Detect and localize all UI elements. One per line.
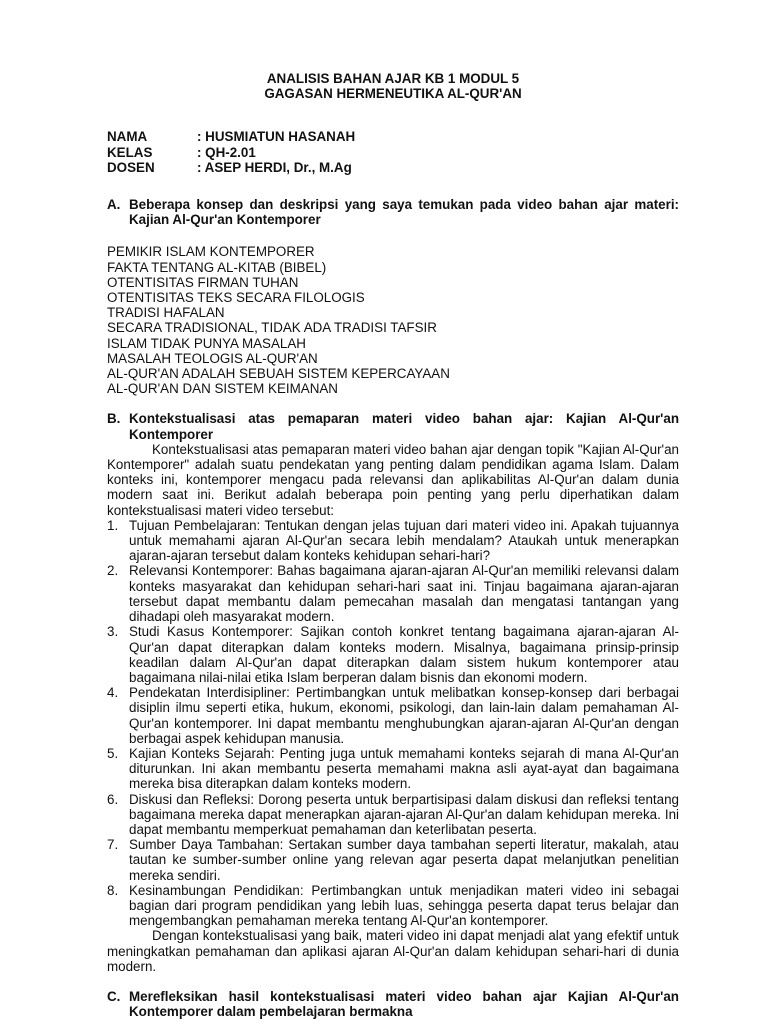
concept-item: ISLAM TIDAK PUNYA MASALAH: [107, 335, 306, 351]
concept-item: OTENTISITAS FIRMAN TUHAN: [107, 274, 299, 290]
point-text: Studi Kasus Kontemporer: Sajikan contoh konkret tentang bagaimana ajaran-ajaran Al-Qur'an dapat diterapkan dalam konteks modern. Misalnya, bagaimana prinsip-prinsip keadilan dalam Al-Qur'an dapat diterapkan dalam sistem hukum kontemporer atau bagaimana nilai-nilai etika Islam berperan dalam bisnis dan ekonomi modern.: [129, 624, 679, 685]
concept-item: PEMIKIR ISLAM KONTEMPORER: [107, 244, 315, 260]
document-title: [107, 71, 679, 101]
identity-label: NAMA: [107, 129, 148, 145]
point-text: Sumber Daya Tambahan: Sertakan sumber daya tambahan seperti literatur, makalah, atau tautan ke sumber-sumber online yang relevan agar peserta dapat melanjutkan penelitian mereka sendiri.: [129, 837, 679, 883]
point-text: Pendekatan Interdisipliner: Pertimbangkan untuk melibatkan konsep-konsep dari berbagai disiplin ilmu seperti etika, hukum, ekonomi, psikologi, dan lain-lain dalam pemahaman Al-Qur'an kontemporer. Ini dapat membantu menghubungkan ajaran-ajaran Al-Qur'an dengan berbagai aspek kehidupan manusia.: [129, 685, 679, 746]
section-heading-text: Beberapa konsep dan deskripsi yang saya temukan pada video bahan ajar materi: Kajian Al-Qur'an Kontemporer: [129, 197, 679, 228]
point-item: [107, 563, 679, 624]
point-text: Tujuan Pembelajaran: Tentukan dengan jelas tujuan dari materi video ini. Apakah tujuannya untuk memahami ajaran Al-Qur'an secara lebih mendalam? Ataukah untuk menerapkan ajaran-ajaran tersebut dalam konteks kehidupan sehari-hari?: [129, 517, 679, 564]
identity-row-dosen: [107, 160, 679, 175]
point-text: Kesinambungan Pendidikan: Pertimbangkan untuk menjadikan materi video ini sebagai bagian dari program pendidikan yang lebih luas, sehingga peserta dapat terus belajar dan mengembangkan pemahaman mereka tentang Al-Qur'an kontemporer.: [129, 882, 679, 929]
section-heading-text: Merefleksikan hasil kontekstualisasi materi video bahan ajar Kajian Al-Qur'an Kontemporer dalam pembelajaran bermakna: [129, 988, 679, 1020]
identity-value: : QH-2.01: [197, 144, 256, 160]
point-number: 6.: [107, 791, 119, 807]
point-number: 8.: [107, 882, 119, 898]
identity-label: KELAS: [107, 144, 153, 160]
section-heading-text: Kontekstualisasi atas pemaparan materi video bahan ajar: Kajian Al-Qur'an Kontemporer: [129, 411, 679, 442]
concept-item: AL-QUR'AN DAN SISTEM KEIMANAN: [107, 381, 338, 397]
identity-row-nama: [107, 129, 679, 144]
point-item: [107, 624, 679, 685]
title-line-1: ANALISIS BAHAN AJAR KB 1 MODUL 5: [266, 71, 520, 86]
point-item: [107, 837, 679, 883]
section-letter: B.: [107, 411, 121, 427]
point-number: 7.: [107, 837, 119, 853]
identity-block: [107, 129, 679, 175]
point-text: Kajian Konteks Sejarah: Penting juga untuk memahami konteks sejarah di mana Al-Qur'an diturunkan. Ini akan membantu peserta memahami makna asli ayat-ayat dan bagaimana mereka bisa diterapkan dalam konteks modern.: [129, 745, 679, 792]
point-text: Relevansi Kontemporer: Bahas bagaimana ajaran-ajaran Al-Qur'an memiliki relevansi dalam konteks masyarakat dan kehidupan sehari-hari saat ini. Tinjau bagaimana ajaran-ajaran tersebut dapat membantu dalam pemecahan masalah dan mengatasi tantangan yang dihadapi oleh masyarakat modern.: [129, 563, 679, 625]
identity-value: : HUSMIATUN HASANAH: [197, 129, 356, 145]
section-a-heading: [107, 197, 679, 227]
points-list: [107, 518, 679, 928]
identity-label: DOSEN: [107, 159, 155, 175]
point-item: [107, 883, 679, 929]
identity-value: : ASEP HERDI, Dr., M.Ag: [197, 159, 352, 175]
concept-item: OTENTISITAS TEKS SECARA FILOLOGIS: [107, 290, 365, 306]
concept-item: SECARA TRADISIONAL, TIDAK ADA TRADISI TAFSIR: [107, 320, 437, 336]
point-text: Diskusi dan Refleksi: Dorong peserta untuk berpartisipasi dalam diskusi dan refleksi tentang bagaimana mereka dapat menerapkan ajaran-ajaran Al-Qur'an dalam kehidupan mereka. Ini dapat membantu memperkuat pemahaman dan keterlibatan peserta.: [129, 791, 679, 837]
point-number: 5.: [107, 745, 119, 761]
section-letter: A.: [107, 197, 121, 213]
document-content: [107, 71, 679, 1019]
point-number: 3.: [107, 624, 119, 640]
point-item: [107, 685, 679, 746]
concept-item: MASALAH TEOLOGIS AL-QUR'AN: [107, 350, 318, 366]
concept-item: TRADISI HAFALAN: [107, 305, 225, 321]
point-item: [107, 518, 679, 564]
point-item: [107, 792, 679, 838]
concept-list: [107, 244, 679, 396]
concept-item: FAKTA TENTANG AL-KITAB (BIBEL): [107, 259, 327, 275]
section-letter: C.: [107, 988, 121, 1004]
section-c-heading: [107, 989, 679, 1019]
point-number: 2.: [107, 563, 119, 579]
section-b-heading: [107, 411, 679, 441]
point-item: [107, 746, 679, 792]
point-number: 1.: [107, 517, 119, 533]
conclusion-paragraph: Dengan kontekstualisasi yang baik, materi video ini dapat menjadi alat yang efektif untuk meningkatkan pemahaman dan aplikasi ajaran Al-Qur'an dalam kehidupan sehari-hari di dunia modern.: [107, 928, 679, 974]
identity-row-kelas: [107, 145, 679, 160]
title-line-2: GAGASAN HERMENEUTIKA AL-QUR'AN: [264, 86, 522, 102]
point-number: 4.: [107, 685, 119, 701]
intro-paragraph: Kontekstualisasi atas pemaparan materi video bahan ajar dengan topik "Kajian Al-Qur'an Kontemporer" adalah suatu pendekatan yang penting dalam pendidikan agama Islam. Dalam konteks ini, kontemporer mengacu pada relevansi dan aplikabilitas Al-Qur'an dalam dunia modern saat ini. Berikut adalah beberapa poin penting yang perlu diperhatikan dalam kontekstualisasi materi video tersebut:: [107, 441, 679, 518]
concept-item: AL-QUR'AN ADALAH SEBUAH SISTEM KEPERCAYAAN: [107, 366, 450, 382]
